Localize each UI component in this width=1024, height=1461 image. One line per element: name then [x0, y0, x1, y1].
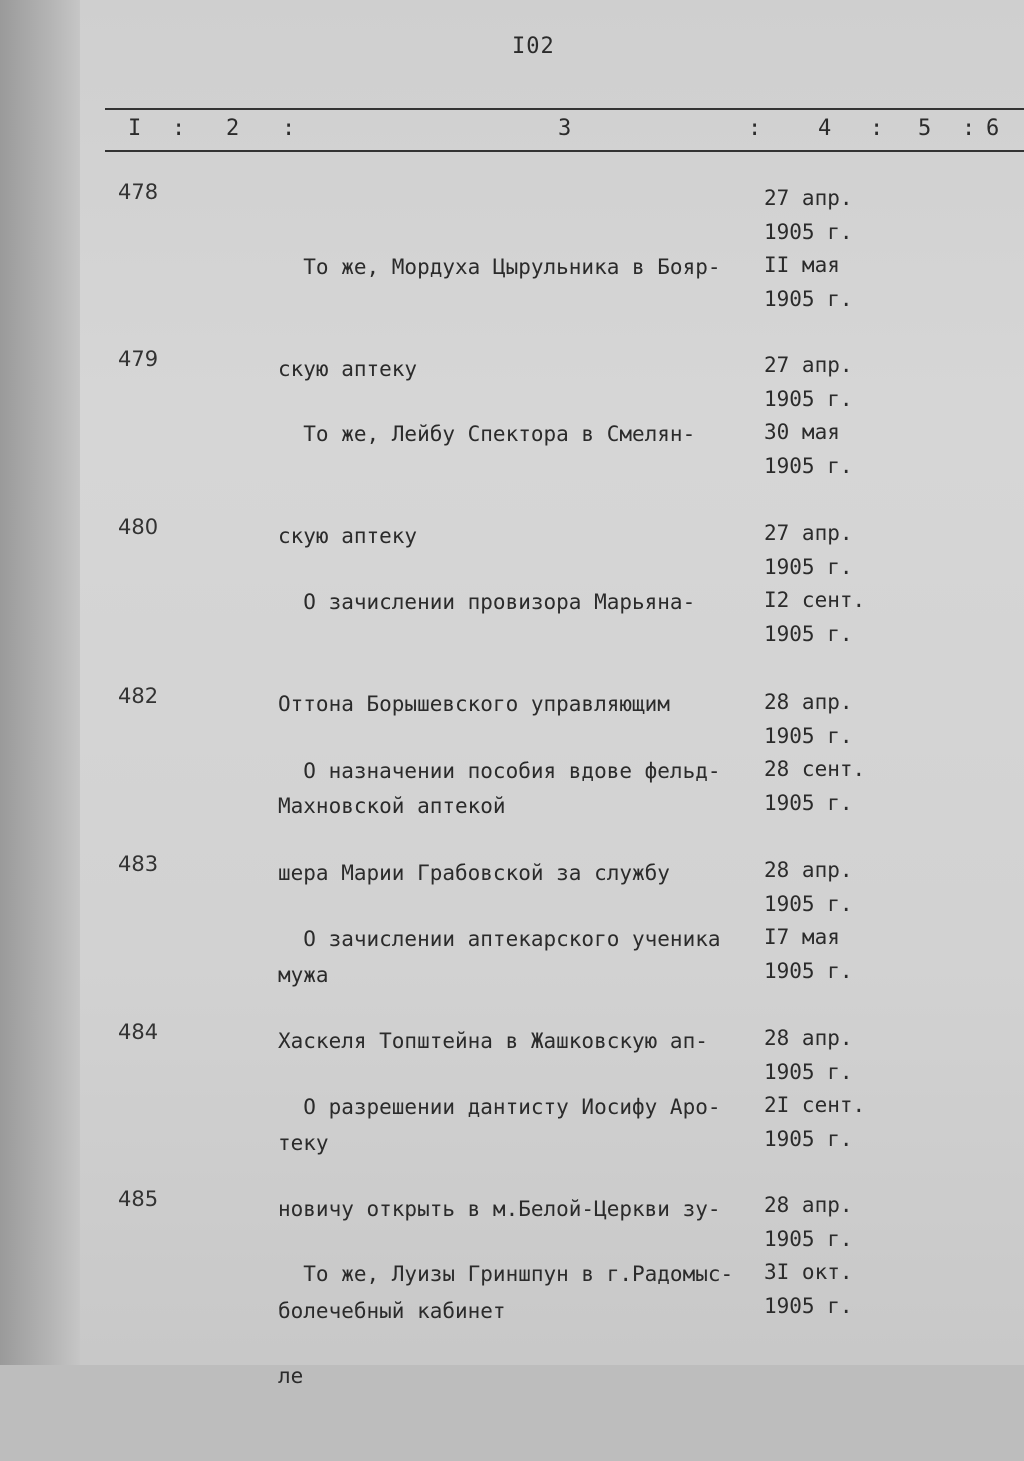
column-header-3: 3: [558, 116, 572, 141]
entry-title-line: То же, Луизы Гриншпун в г.Радомыс-: [278, 1262, 734, 1286]
entry-dates: [764, 349, 853, 483]
entry-title-line: скую аптеку: [278, 357, 418, 381]
column-header-2: 2: [226, 116, 240, 141]
column-separator: :: [870, 116, 884, 141]
entry-number: 485: [118, 1187, 159, 1211]
column-separator: :: [962, 116, 976, 141]
entry-title-line: О зачислении провизора Марьяна-: [278, 590, 696, 614]
start-date-year: 1905 г.: [764, 386, 853, 411]
table-row: [0, 1187, 1024, 1388]
entry-dates: [764, 1189, 853, 1323]
start-date-day: 27 апр.: [764, 353, 853, 377]
entry-number: 479: [118, 347, 159, 371]
entry-title-line: ле: [278, 1364, 304, 1388]
entry-title-line: Хаскеля Топштейна в Жашковскую ап-: [278, 1029, 708, 1053]
entry-title-line: болечебный кабинет: [278, 1299, 506, 1323]
entry-title-line: теку: [278, 1131, 329, 1155]
entry-title-line: То же, Лейбу Спектора в Смелян-: [278, 422, 696, 446]
column-separator: :: [172, 116, 186, 141]
entry-dates: [764, 1022, 865, 1156]
end-date-year: 1905 г.: [764, 453, 853, 478]
start-date-year: 1905 г.: [764, 554, 853, 579]
entry-number: 480: [118, 515, 159, 539]
end-date-day: 28 сент.: [764, 757, 866, 781]
start-date-year: 1905 г.: [764, 1059, 853, 1084]
entry-title-line: О зачислении аптекарского ученика: [278, 927, 721, 951]
end-date-year: 1905 г.: [764, 1293, 853, 1318]
column-header-6: 6: [986, 116, 1000, 141]
column-separator: :: [748, 116, 762, 141]
end-date-day: II мая: [764, 253, 840, 277]
entry-title-line: То же, Мордуха Цырульника в Бояр-: [278, 255, 721, 279]
column-header-5: 5: [918, 116, 932, 141]
entry-dates: [764, 517, 865, 651]
entry-number: 483: [118, 852, 159, 876]
end-date-day: 30 мая: [764, 420, 840, 444]
start-date-year: 1905 г.: [764, 1226, 853, 1251]
start-date-day: 27 апр.: [764, 521, 853, 545]
entry-number: 484: [118, 1020, 159, 1044]
entry-title: [278, 1189, 764, 1461]
start-date-year: 1905 г.: [764, 723, 853, 748]
end-date-year: 1905 г.: [764, 621, 853, 646]
entry-number: 482: [118, 684, 159, 708]
table-header-rule: [105, 150, 1024, 152]
entry-title-line: шера Марии Грабовской за службу: [278, 861, 670, 885]
start-date-day: 28 апр.: [764, 1026, 853, 1050]
start-date-year: 1905 г.: [764, 219, 853, 244]
entry-number: 478: [118, 180, 159, 204]
column-separator: :: [282, 116, 296, 141]
column-header-1: I: [128, 116, 142, 141]
start-date-day: 28 апр.: [764, 1193, 853, 1217]
entry-title-line: мужа: [278, 963, 329, 987]
end-date-day: I2 сент.: [764, 588, 866, 612]
entry-title-line: Махновской аптекой: [278, 794, 506, 818]
end-date-year: 1905 г.: [764, 958, 853, 983]
start-date-day: 27 апр.: [764, 186, 853, 210]
end-date-year: 1905 г.: [764, 286, 853, 311]
table-top-rule: [105, 108, 1024, 110]
entry-title-line: О разрешении дантисту Иосифу Аро-: [278, 1095, 721, 1119]
start-date-day: 28 апр.: [764, 690, 853, 714]
end-date-day: 3I окт.: [764, 1260, 853, 1284]
entry-dates: [764, 854, 853, 988]
entry-dates: [764, 686, 865, 820]
end-date-year: 1905 г.: [764, 1126, 853, 1151]
column-header-4: 4: [818, 116, 832, 141]
entry-title-line: новичу открыть в м.Белой-Церкви зу-: [278, 1197, 721, 1221]
end-date-day: 2I сент.: [764, 1093, 866, 1117]
page-number: I02: [512, 34, 555, 59]
entry-title-line: скую аптеку: [278, 524, 418, 548]
end-date-year: 1905 г.: [764, 790, 853, 815]
start-date-year: 1905 г.: [764, 891, 853, 916]
entry-title-line: Оттона Борышевского управляющим: [278, 692, 670, 716]
end-date-day: I7 мая: [764, 925, 840, 949]
start-date-day: 28 апр.: [764, 858, 853, 882]
entry-title-line: О назначении пособия вдове фельд-: [278, 759, 721, 783]
entry-dates: [764, 182, 853, 316]
